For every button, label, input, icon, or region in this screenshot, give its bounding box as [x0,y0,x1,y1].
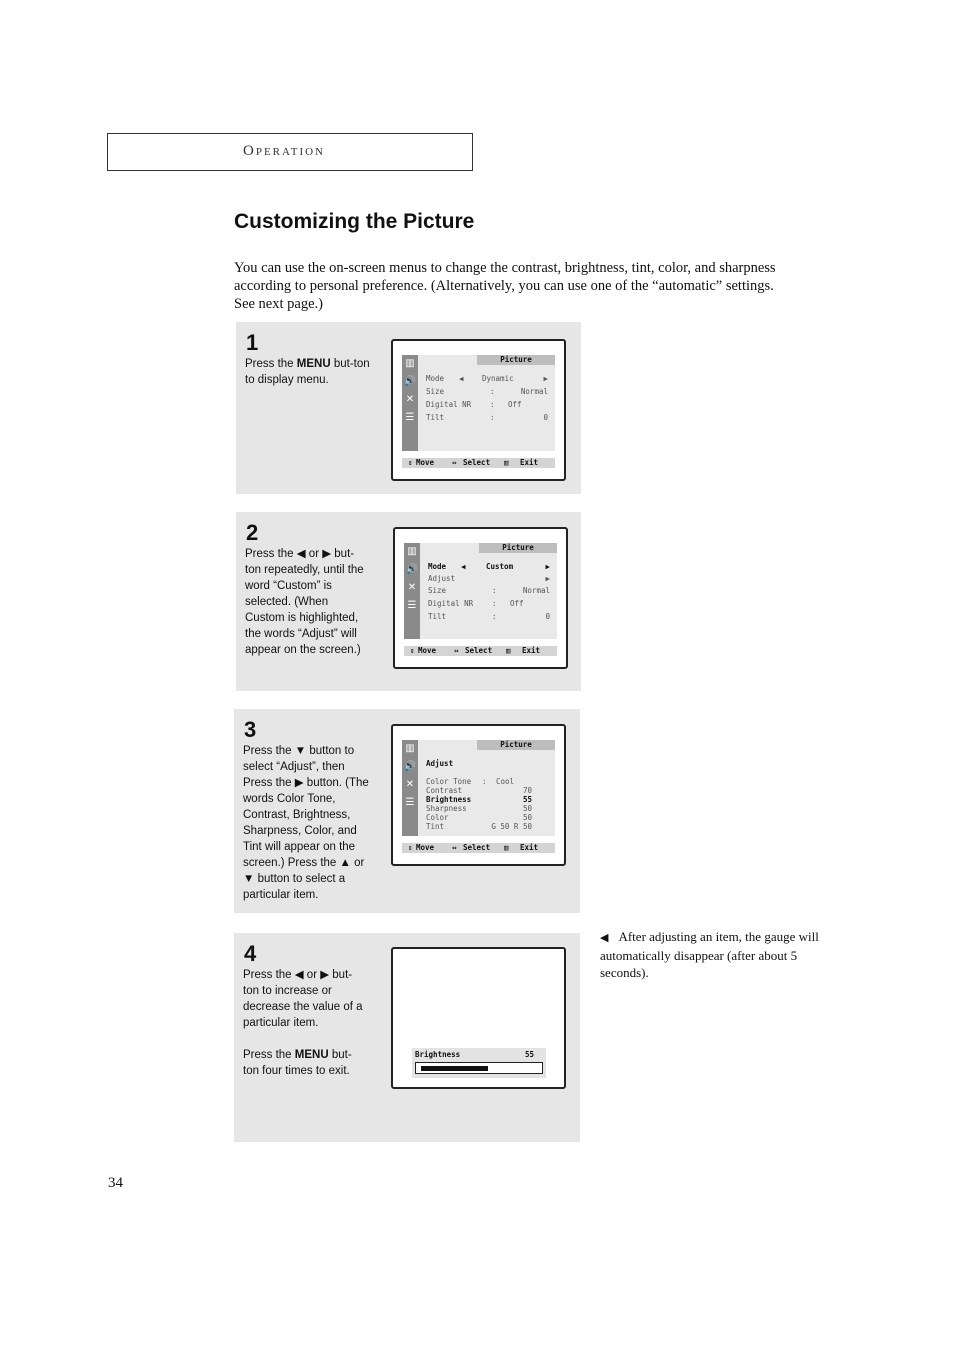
menu-icon: ▥ [504,458,509,467]
menu-row: Digital NR : Off [426,400,522,409]
step-3-panel [234,709,580,913]
settings-sliders-icon: ☰ [405,797,415,808]
right-arrow-icon: ▶ [545,574,550,583]
step-instructions: Press the ◀ or ▶ but-ton repeatedly, until the word “Custom” is selected. (When Custom is highlighted, the words “Adjust” will appear on the screen.) [245,548,364,656]
step-number: 3 [244,717,257,742]
section-header [107,133,473,171]
menu-row: Digital NR : Off [428,599,524,608]
step-instructions: Press the ◀ or ▶ but-ton to increase or decrease the value of a particular item. Press the MENU but-ton four times to exit. [243,969,363,1077]
updown-arrow-icon: ⇕ [408,458,413,467]
menu-icon: ▥ [506,646,511,655]
menu-row: Size : Normal [426,387,548,396]
right-arrow-icon: ▶ [543,374,548,383]
updown-arrow-icon: ⇕ [410,646,415,655]
menu-panel [418,355,555,451]
brightness-gauge [412,1048,546,1078]
sound-icon: 🔊 [403,376,417,387]
page-title: Customizing the Picture [234,210,475,233]
sound-icon: 🔊 [405,564,419,575]
picture-icon: ▥ [405,743,415,754]
step-2-panel [236,512,581,691]
right-arrow-icon: ▶ [545,562,550,571]
tv-screen [391,339,566,481]
tv-screen [391,947,566,1089]
sound-icon: 🔊 [403,761,417,772]
menu-icon-column [402,740,418,836]
step-number: 2 [246,520,259,545]
menu-icon: ▥ [504,843,509,852]
antenna-icon: ✕ [405,779,415,790]
menu-row: Color Tone : Cool [426,777,515,786]
leftright-arrow-icon: ⇔ [454,646,459,655]
settings-sliders-icon: ☰ [405,412,415,423]
gauge-value: 55 [524,1050,534,1059]
antenna-icon: ✕ [407,582,417,593]
menu-tab: Picture [477,355,555,365]
leftright-arrow-icon: ⇔ [452,843,457,852]
picture-icon: ▥ [405,358,415,369]
menu-icon-column [402,355,418,451]
menu-panel [420,543,557,639]
menu-row-selected: Brightness 55 [426,795,532,804]
settings-sliders-icon: ☰ [407,600,417,611]
menu-footer: ⇕ Move ⇔ Select ▥ Exit [402,458,555,468]
antenna-icon: ✕ [405,394,415,405]
menu-footer: ⇕ Move ⇔ Select ▥ Exit [404,646,557,656]
updown-arrow-icon: ⇕ [408,843,413,852]
menu-row: Sharpness 50 [426,804,532,813]
menu-row: Tilt : 0 [426,413,548,422]
menu-panel [418,740,555,836]
menu-tab: Picture [479,543,557,553]
page-number: 34 [108,1175,123,1191]
step-4-panel [234,933,580,1142]
menu-row-selected: Mode ◀ Custom ▶ [428,562,550,571]
menu-heading: Adjust [426,759,454,768]
step-number: 4 [244,941,257,966]
menu-row: Contrast 70 [426,786,532,795]
section-title: Operation [243,143,326,159]
gauge-label: Brightness [415,1050,461,1059]
menu-tab: Picture [477,740,555,750]
pointer-arrow-icon: ◀ [600,931,609,944]
menu-row: Size : Normal [428,586,550,595]
tv-screen [393,527,568,669]
menu-row: Color 50 [426,813,532,822]
menu-row: Adjust ▶ [428,574,550,583]
tv-screen [391,724,566,866]
menu-row: Mode ◀ Dynamic ▶ [426,374,548,383]
leftright-arrow-icon: ⇔ [452,458,457,467]
menu-footer: ⇕ Move ⇔ Select ▥ Exit [402,843,555,853]
step-1-panel [236,322,581,494]
gauge-track [415,1062,543,1074]
step-instructions: Press the MENU but-ton to display menu. [245,358,370,386]
intro-paragraph: You can use the on-screen menus to change the contrast, brightness, tint, color, and sharpness according to personal preference. (Alternatively, you can use one of the “automatic” settings. See next page.) [234,260,776,312]
menu-row: Tilt : 0 [428,612,550,621]
left-arrow-icon: ◀ [461,562,466,571]
picture-icon: ▥ [407,546,417,557]
step-instructions: Press the ▼ button to select “Adjust”, then Press the ▶ button. (The words Color Tone, Contrast, Brightness, Sharpness, Color, and Tint will appear on the screen.) Press the ▲ or ▼ button to select a particular item. [243,745,369,901]
step-number: 1 [246,330,259,355]
side-note: ◀ After adjusting an item, the gauge will automatically disappear (after about 5 seconds). [600,929,819,980]
gauge-fill [421,1066,488,1071]
menu-row: Tint G 50 R 50 [426,822,532,831]
left-arrow-icon: ◀ [459,374,464,383]
menu-icon-column [404,543,420,639]
